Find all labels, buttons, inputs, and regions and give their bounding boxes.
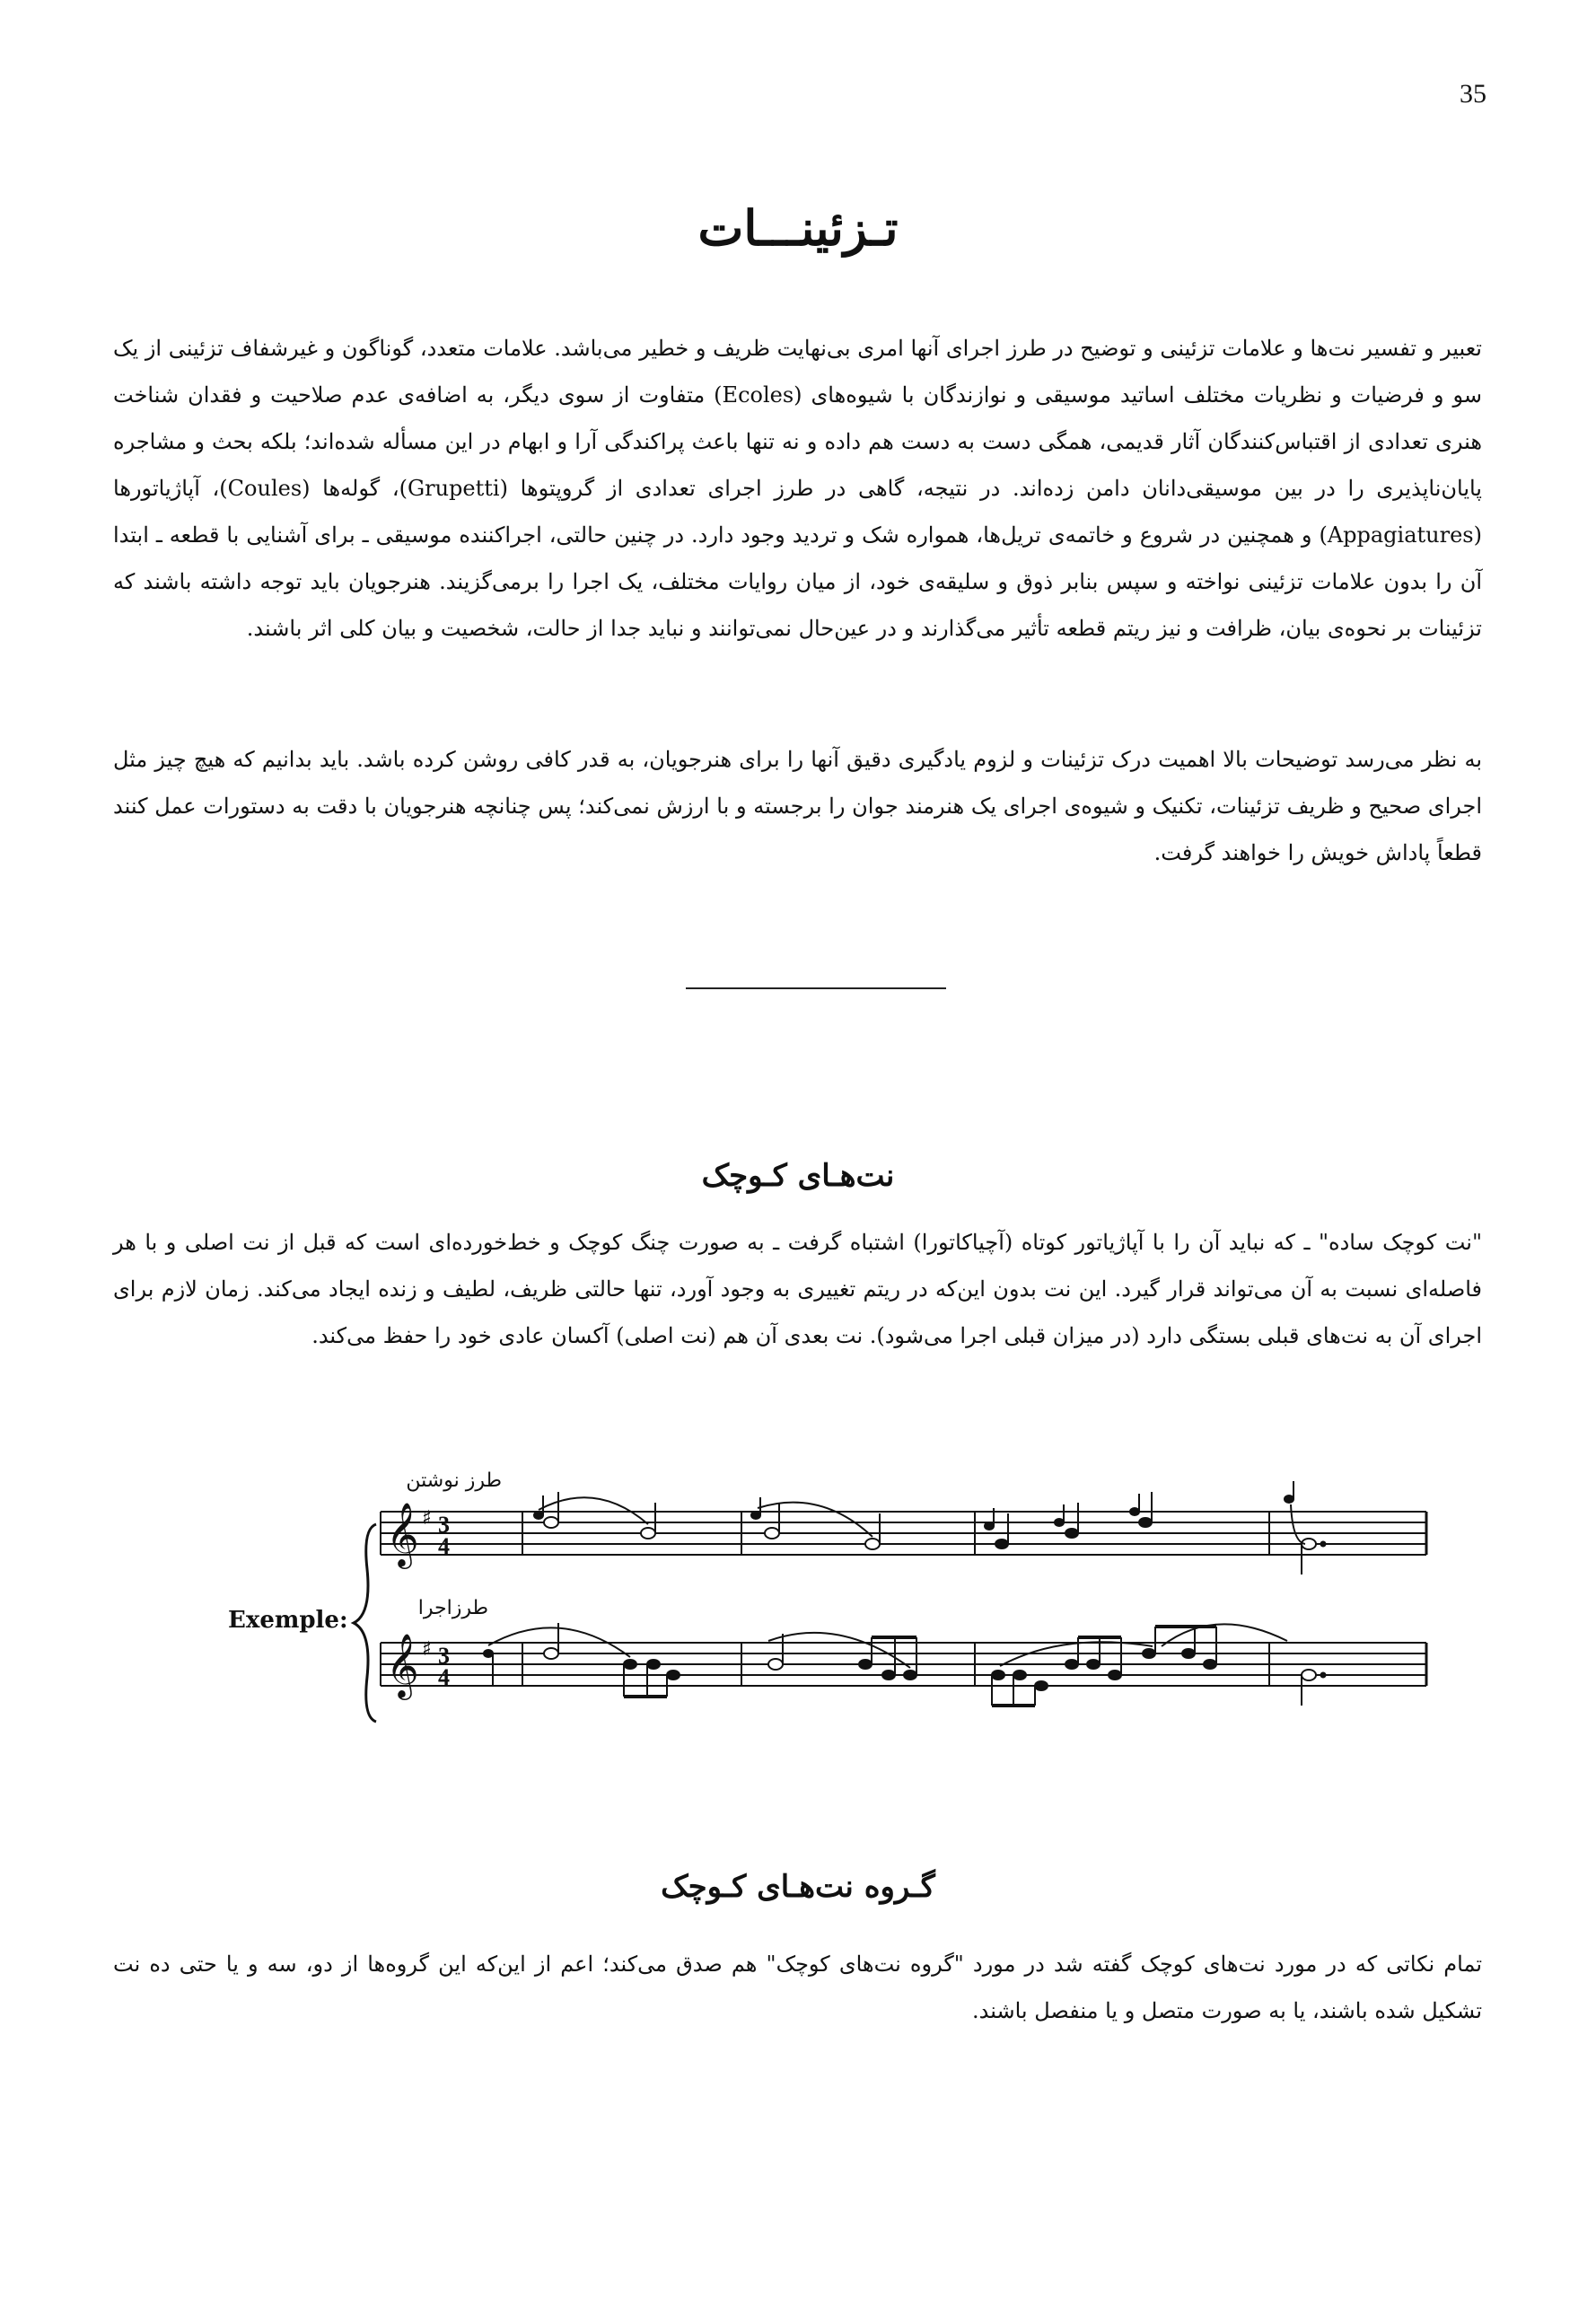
small-note-groups-heading: گـروه نت‌هـای کـوچک	[661, 1869, 935, 1905]
treble-clef-icon: 𝄞	[386, 1501, 419, 1566]
page-title: تـزئینـــات	[697, 199, 899, 257]
small-notes-heading: نت‌هـای کـوچک	[701, 1158, 895, 1194]
exemple-label: Exemple:	[228, 1607, 348, 1634]
performed-label: طرزاجرا	[417, 1597, 488, 1619]
small-note-groups-paragraph: تمام نکاتی که در مورد نت‌های کوچک گفته شد در مورد "گروه نت‌های کوچک" هم صدق می‌کند؛ اعم از این‌که این گروه‌ها از دو، سه و یا حتی ده نت تشکیل شده باشند، یا به صورت متصل و یا منفصل باشند.	[113, 1952, 1482, 2023]
music-example	[219, 1461, 1431, 1731]
staff-performed	[381, 1643, 1426, 1686]
key-signature-sharp: ♯	[422, 1507, 432, 1530]
intro-paragraph-2: به نظر می‌رسد توضیحات بالا اهمیت درک تزئینات و لزوم یادگیری دقیق آنها را برای هنرجویان، به قدر کافی روشن کرده باشد. باید بدانیم که هیچ چیز مثل اجرای صحیح و ظریف تزئینات، تکنیک و شیوه‌ی اجرای یک هنرمند جوان را برجسته و با ارزش نمی‌کند؛ پس چنانچه هنرجویان با دقت به دستورات عمل کنند قطعاً پاداش خویش را خواهند گرفت.	[113, 747, 1482, 865]
time-signature-bottom: 4	[438, 1664, 450, 1690]
small-notes-paragraph: "نت کوچک ساده" ـ که نباید آن را با آپاژیاتور کوتاه (آچیاکاتورا) اشتباه گرفت ـ به صورت چنگ کوچک و خط‌خورده‌ای است که قبل از نت اصلی و با هر فاصله‌ای نسبت به آن می‌تواند قرار گیرد. این نت بدون این‌که در ریتم تغییری به وجود آورد، تنها حالتی ظریف، لطیف و زنده ایجاد می‌کند. زمان لازم برای اجرای آن به نت‌های قبلی بستگی دارد (در میزان قبلی اجرا می‌شود). نت بعدی آن هم (نت اصلی) آکسان عادی خود را حفظ می‌کند.	[113, 1230, 1482, 1348]
music-example-score	[219, 1461, 1431, 1731]
written-label: طرز نوشتن	[406, 1469, 502, 1492]
time-signature-bottom: 4	[438, 1533, 450, 1559]
page-number: 35	[1460, 79, 1486, 109]
system-brace	[354, 1524, 376, 1722]
time-signature-top: 3	[438, 1643, 450, 1669]
intro-paragraph-1: تعبیر و تفسیر نت‌ها و علامات تزئینی و توضیح در طرز اجرای آنها امری بی‌نهایت ظریف و خطیر می‌باشد. علامات متعدد، گوناگون و غیرشفاف تزئینی از یک سو و فرضیات و نظریات مختلف اساتید موسیقی و نوازندگان با شیوه‌های (Ecoles) متفاوت از سوی دیگر، به اضافه‌ی عدم صلاحیت و فقدان شناخت هنری تعدادی از اقتباس‌کنندگان آثار قدیمی، همگی دست به دست هم داده و نه تنها باعث پراکندگی آرا و ابهام در این مسأله شده‌اند؛ بلکه بحث و مشاجره پایان‌ناپذیری را در بین موسیقی‌دانان دامن زده‌اند. در نتیجه، گاهی در طرز اجرای تعدادی از گروپتوها (Grupetti)، گوله‌ها (Coules)، آپاژیاتورها (Appagiatures) و همچنین در شروع و خاتمه‌ی تریل‌ها، همواره شک و تردید وجود دارد. در چنین حالتی، اجراکننده موسیقی ـ برای آشنایی با قطعه ـ ابتدا آن را بدون علامات تزئینی نواخته و سپس بنابر ذوق و سلیقه‌ی خود، از میان روایات مختلف، یک اجرا را برمی‌گزیند. هنرجویان باید توجه داشته باشند که تزئینات بر نحوه‌ی بیان، ظرافت و نیز ریتم قطعه تأثیر می‌گذارند و در عین‌حال نمی‌توانند و نباید جدا از حالت، شخصیت و بیان کلی اثر باشند.	[113, 336, 1482, 641]
time-signature-top: 3	[438, 1512, 450, 1538]
section-divider	[686, 987, 946, 989]
treble-clef-icon: 𝄞	[386, 1632, 419, 1697]
key-signature-sharp: ♯	[422, 1638, 432, 1661]
written-notes	[534, 1481, 1326, 1574]
